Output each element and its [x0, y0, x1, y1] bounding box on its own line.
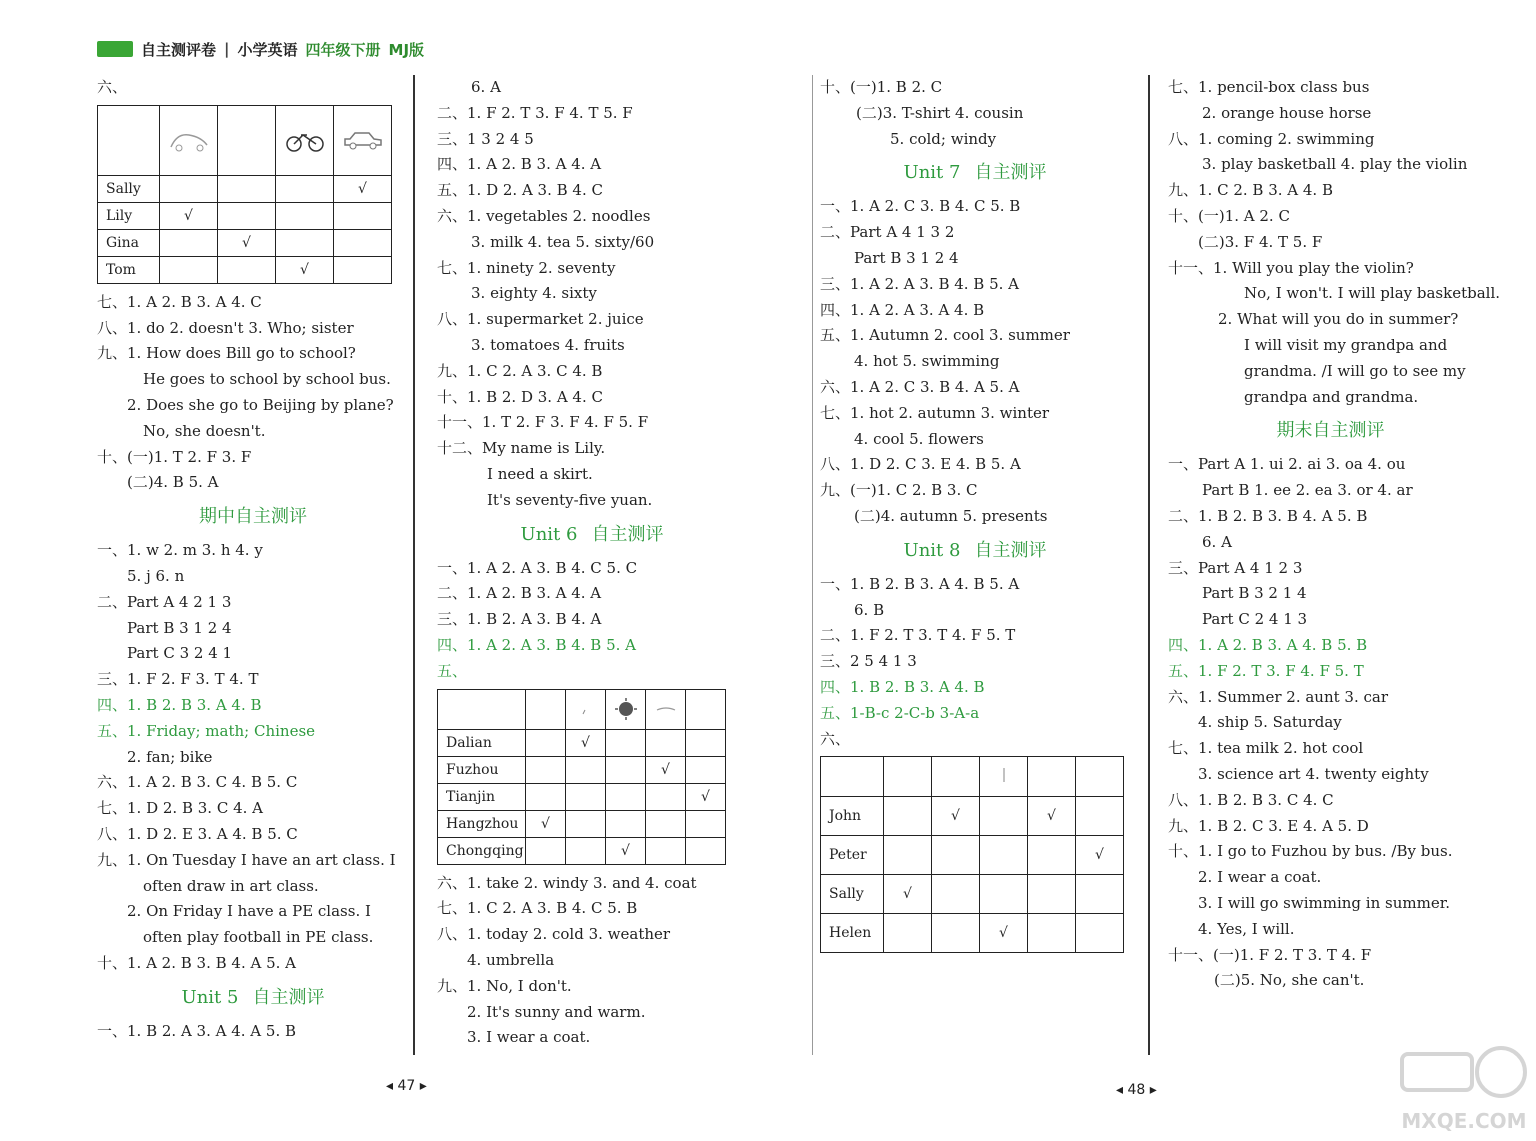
answer-line: Part B 3 2 1 4	[1202, 584, 1307, 603]
answer-line: 六、1. A 2. B 3. C 4. B 5. C	[97, 773, 298, 792]
answer-line: 5. cold; windy	[890, 129, 997, 148]
section-unit-title: 自主测评	[252, 986, 325, 1008]
answer-table-2	[437, 689, 726, 865]
picture-cell	[646, 689, 686, 729]
answer-line: 二、Part A 4 2 1 3	[97, 592, 232, 611]
answer-line: 一、1. B 2. A 3. A 4. A 5. B	[97, 1021, 297, 1040]
answer-line: 3. I will go swimming in summer.	[1198, 893, 1450, 912]
check-cell: √	[276, 256, 334, 283]
row-name-cell: Hangzhou	[438, 810, 526, 837]
check-cell	[1076, 797, 1124, 836]
picture-cell	[884, 757, 932, 797]
table-corner-cell	[821, 757, 884, 797]
row-name-cell: Lily	[98, 202, 160, 229]
row-name-cell: Fuzhou	[438, 756, 526, 783]
answer-line: 3. milk 4. tea 5. sixty/60	[471, 232, 655, 251]
section-unit-title: 自主测评	[591, 523, 664, 545]
answer-line: 3. science art 4. twenty eighty	[1198, 764, 1429, 783]
answer-line: 四、1. A 2. B 3. A 4. B 5. B	[1168, 635, 1368, 654]
answer-line: often draw in art class.	[143, 876, 319, 895]
answer-column-3	[820, 75, 1130, 959]
watermark-text: MXQE.COM	[1401, 1109, 1527, 1133]
row-name-cell: Sally	[821, 875, 884, 914]
check-cell	[606, 810, 646, 837]
check-cell	[686, 756, 726, 783]
answer-line: He goes to school by school bus.	[143, 370, 391, 389]
check-cell: √	[218, 229, 276, 256]
brand-logo	[97, 41, 133, 57]
answer-line: (二)3. F 4. T 5. F	[1198, 232, 1323, 251]
header-edition: MJ版	[388, 40, 425, 59]
answer-line: 4. ship 5. Saturday	[1198, 713, 1342, 732]
row-name-cell: Peter	[821, 836, 884, 875]
check-cell: √	[980, 914, 1028, 953]
answer-line: 一、1. A 2. C 3. B 4. C 5. B	[820, 197, 1021, 216]
check-cell	[884, 836, 932, 875]
picture-cell	[334, 105, 392, 175]
picture-cell	[1076, 757, 1124, 797]
check-cell	[980, 836, 1028, 875]
answer-line: 三、1 3 2 4 5	[437, 129, 534, 148]
table-row	[821, 797, 1124, 836]
check-cell: √	[334, 175, 392, 202]
answer-line: No, she doesn't.	[143, 421, 266, 440]
answer-line: 十一、1. T 2. F 3. F 4. F 5. F	[437, 413, 649, 432]
check-cell	[334, 256, 392, 283]
answer-line: 八、1. D 2. E 3. A 4. B 5. C	[97, 824, 298, 843]
section-unit-label: Unit 7	[903, 162, 961, 184]
answer-line: 2. It's sunny and warm.	[467, 1002, 646, 1021]
answer-line: 七、1. C 2. A 3. B 4. C 5. B	[437, 899, 638, 918]
answer-line: 三、2 5 4 1 3	[820, 652, 917, 671]
check-cell: √	[566, 729, 606, 756]
answer-line: 六、	[820, 729, 851, 748]
answer-line: 七、1. tea milk 2. hot cool	[1168, 739, 1364, 758]
answer-line: 十、1. B 2. D 3. A 4. C	[437, 387, 603, 406]
picture-cell	[686, 689, 726, 729]
table-row	[438, 756, 726, 783]
check-cell	[884, 797, 932, 836]
check-cell	[526, 756, 566, 783]
header-title: 自主测评卷	[141, 40, 217, 59]
answer-line: often play football in PE class.	[143, 928, 374, 947]
answer-column-2	[437, 75, 747, 1051]
answer-line: 八、1. supermarket 2. juice	[437, 310, 644, 329]
check-cell	[686, 729, 726, 756]
watermark-logo	[1398, 1040, 1530, 1136]
answer-line: 七、1. ninety 2. seventy	[437, 258, 616, 277]
answer-line: (二)4. autumn 5. presents	[854, 506, 1048, 525]
page-number-left: ◂ 47 ▸	[386, 1078, 427, 1094]
check-cell	[334, 202, 392, 229]
check-cell: √	[1076, 836, 1124, 875]
table-corner-cell	[98, 105, 160, 175]
answer-line: 2. On Friday I have a PE class. I	[127, 902, 371, 921]
answer-line: 3. I wear a coat.	[467, 1028, 591, 1047]
answer-line: 七、1. D 2. B 3. C 4. A	[97, 799, 263, 818]
page-gutter	[812, 75, 813, 1055]
check-cell: √	[686, 783, 726, 810]
answer-line: 十一、1. Will you play the violin?	[1168, 258, 1414, 277]
answer-line: 十、(一)1. A 2. C	[1168, 206, 1290, 225]
row-name-cell: Helen	[821, 914, 884, 953]
section-title-final: 期末自主测评	[1276, 420, 1385, 442]
toy-car-sketch-icon	[167, 127, 211, 153]
answer-line: Part C 3 2 4 1	[127, 644, 233, 663]
table-row	[438, 837, 726, 864]
answer-line: 6. A	[471, 78, 501, 96]
answer-line: grandma. /I will go to see my	[1244, 361, 1466, 380]
answer-line: 2. fan; bike	[127, 747, 213, 766]
table-row	[98, 202, 392, 229]
picture-cell	[606, 689, 646, 729]
answer-line: 五、1. D 2. A 3. B 4. C	[437, 181, 603, 200]
section-title-midterm: 期中自主测评	[199, 506, 307, 528]
column-divider	[413, 75, 415, 1055]
answer-line: 一、1. B 2. B 3. A 4. B 5. A	[820, 574, 1020, 593]
answer-line: grandpa and grandma.	[1244, 387, 1419, 406]
check-cell	[218, 202, 276, 229]
row-name-cell: Sally	[98, 175, 160, 202]
check-cell	[1076, 875, 1124, 914]
section-title-unit7	[820, 152, 1130, 194]
check-cell	[566, 810, 606, 837]
answer-line: 3. play basketball 4. play the violin	[1202, 155, 1468, 174]
answer-line: 四、1. A 2. B 3. A 4. A	[437, 155, 602, 174]
answer-line: 九、(一)1. C 2. B 3. C	[820, 481, 978, 500]
check-cell	[686, 837, 726, 864]
table-row	[821, 875, 1124, 914]
check-cell	[884, 914, 932, 953]
section-title-unit8	[820, 530, 1130, 572]
answer-line: 一、1. w 2. m 3. h 4. y	[97, 541, 263, 560]
section-title-unit6	[437, 514, 747, 556]
answer-line: 二、1. A 2. B 3. A 4. A	[437, 584, 602, 603]
check-cell	[646, 837, 686, 864]
picture-cell	[932, 757, 980, 797]
answer-line: 六、1. take 2. windy 3. and 4. coat	[437, 873, 697, 892]
check-cell	[646, 729, 686, 756]
table-row	[821, 836, 1124, 875]
answer-line: 八、1. today 2. cold 3. weather	[437, 925, 671, 944]
check-cell: √	[1028, 797, 1076, 836]
answer-line: 六、1. A 2. C 3. B 4. A 5. A	[820, 377, 1020, 396]
check-cell	[160, 256, 218, 283]
table-corner-cell	[438, 689, 526, 729]
check-cell	[276, 229, 334, 256]
picture-cell	[566, 689, 606, 729]
check-cell	[606, 756, 646, 783]
answer-line: 五、1-B-c 2-C-b 3-A-a	[820, 703, 980, 722]
answer-table-1	[97, 105, 392, 284]
answer-line: 三、1. B 2. A 3. B 4. A	[437, 610, 602, 629]
answer-line: 九、1. No, I don't.	[437, 976, 572, 995]
section-unit-title: 自主测评	[974, 539, 1047, 561]
row-name-cell: Tom	[98, 256, 160, 283]
check-cell	[606, 729, 646, 756]
answer-table-3	[820, 756, 1124, 953]
answer-line: 四、1. A 2. A 3. B 4. B 5. A	[437, 635, 637, 654]
check-cell	[1028, 914, 1076, 953]
answer-line: 一、Part A 1. ui 2. ai 3. oa 4. ou	[1168, 455, 1406, 474]
answer-line: 八、1. D 2. C 3. E 4. B 5. A	[820, 455, 1021, 474]
answer-line: 一、1. A 2. A 3. B 4. C 5. C	[437, 558, 638, 577]
picture-cell	[276, 105, 334, 175]
answer-line: 3. eighty 4. sixty	[471, 284, 597, 303]
answer-line: 二、1. F 2. T 3. T 4. F 5. T	[820, 626, 1016, 645]
check-cell	[526, 783, 566, 810]
check-cell	[1076, 914, 1124, 953]
table-row	[821, 914, 1124, 953]
page-header	[97, 38, 424, 60]
picture-cell	[160, 105, 218, 175]
answer-line: 2. What will you do in summer?	[1218, 310, 1459, 329]
check-cell	[160, 175, 218, 202]
header-separator: |	[224, 40, 230, 58]
answer-line: 4. Yes, I will.	[1198, 919, 1295, 938]
check-cell: √	[526, 810, 566, 837]
answer-line: 八、1. do 2. doesn't 3. Who; sister	[97, 318, 354, 337]
answer-line: 2. orange house horse	[1202, 103, 1372, 122]
answer-line: 十、(一)1. T 2. F 3. F	[97, 447, 252, 466]
check-cell	[526, 729, 566, 756]
answer-line: 四、1. B 2. B 3. A 4. B	[97, 695, 262, 714]
check-cell	[566, 756, 606, 783]
answer-line: 2. I wear a coat.	[1198, 868, 1322, 887]
answer-line: 4. umbrella	[467, 950, 555, 969]
row-name-cell: Tianjin	[438, 783, 526, 810]
table-row	[98, 256, 392, 283]
check-cell	[1028, 836, 1076, 875]
column-divider	[1148, 75, 1150, 1055]
check-cell	[160, 229, 218, 256]
answer-column-4	[1168, 75, 1501, 994]
check-cell	[218, 256, 276, 283]
table-row	[438, 810, 726, 837]
picture-cell	[980, 757, 1028, 797]
answer-line: 七、1. A 2. B 3. A 4. C	[97, 292, 262, 311]
answer-line: Part B 3 1 2 4	[127, 618, 232, 637]
answer-line: 八、1. coming 2. swimming	[1168, 129, 1375, 148]
answer-line: 七、1. hot 2. autumn 3. winter	[820, 403, 1050, 422]
table-header-row	[438, 689, 726, 729]
section-unit-label: Unit 8	[903, 539, 961, 561]
answer-line: 十、1. A 2. B 3. B 4. A 5. A	[97, 953, 297, 972]
answer-line: (二)4. B 5. A	[127, 473, 219, 492]
car-icon	[341, 127, 385, 153]
answer-line: 4. cool 5. flowers	[854, 429, 984, 448]
answer-line: 七、1. pencil-box class bus	[1168, 78, 1370, 96]
check-cell	[646, 783, 686, 810]
picture-cell	[526, 689, 566, 729]
answer-line: 三、Part A 4 1 2 3	[1168, 558, 1303, 577]
section-unit-title: 自主测评	[974, 162, 1047, 184]
answer-line: 九、1. On Tuesday I have an art class. I	[97, 850, 396, 869]
check-cell	[566, 837, 606, 864]
check-cell: √	[606, 837, 646, 864]
answer-line: 二、Part A 4 1 3 2	[820, 223, 955, 242]
answer-line: It's seventy-five yuan.	[487, 490, 653, 509]
header-grade: 四年级下册	[305, 40, 381, 59]
bicycle-icon	[283, 127, 327, 153]
row-name-cell: Chongqing	[438, 837, 526, 864]
figure-sketch-icon	[989, 764, 1019, 790]
answer-line: 六、1. Summer 2. aunt 3. car	[1168, 687, 1389, 706]
check-cell	[932, 836, 980, 875]
table-header-row	[98, 105, 392, 175]
table-row	[98, 229, 392, 256]
table-header-row	[821, 757, 1124, 797]
answer-line: 三、1. F 2. F 3. T 4. T	[97, 670, 259, 689]
answer-line: 十一、(一)1. F 2. T 3. T 4. F	[1168, 945, 1372, 964]
row-name-cell: John	[821, 797, 884, 836]
check-cell	[276, 175, 334, 202]
answer-line: 十二、My name is Lily.	[437, 439, 606, 458]
answer-line: 四、1. A 2. A 3. A 4. B	[820, 300, 985, 319]
check-cell	[1028, 875, 1076, 914]
answer-line: 六、1. vegetables 2. noodles	[437, 206, 651, 225]
answer-line: 二、1. F 2. T 3. F 4. T 5. F	[437, 103, 633, 122]
answer-line: 五、1. Friday; math; Chinese	[97, 721, 316, 740]
header-subject: 小学英语	[237, 40, 298, 59]
answer-line: 6. A	[1202, 532, 1232, 551]
check-cell	[526, 837, 566, 864]
check-cell	[980, 797, 1028, 836]
answer-line: Part B 3 1 2 4	[854, 248, 959, 267]
row-name-cell: Dalian	[438, 729, 526, 756]
table-row	[98, 175, 392, 202]
answer-line: 4. hot 5. swimming	[854, 352, 1000, 371]
answer-line: (二)3. T-shirt 4. cousin	[856, 103, 1024, 122]
check-cell	[646, 810, 686, 837]
answer-line: 2. Does she go to Beijing by plane?	[127, 395, 394, 414]
picture-cell	[1028, 757, 1076, 797]
answer-line: I need a skirt.	[487, 464, 593, 483]
picture-cell	[218, 105, 276, 175]
answer-line: 四、1. B 2. B 3. A 4. B	[820, 677, 985, 696]
check-cell	[218, 175, 276, 202]
question-label: 六、	[97, 78, 128, 96]
check-cell	[566, 783, 606, 810]
answer-line: No, I won't. I will play basketball.	[1244, 284, 1501, 303]
answer-line: 3. tomatoes 4. fruits	[471, 335, 625, 354]
page-number-right: ◂ 48 ▸	[1116, 1082, 1157, 1098]
answer-line: 九、1. C 2. B 3. A 4. B	[1168, 181, 1333, 200]
answer-line: I will visit my grandpa and	[1244, 335, 1448, 354]
answer-line: Part C 2 4 1 3	[1202, 610, 1308, 629]
answer-line: 五、	[437, 661, 468, 680]
check-cell	[334, 229, 392, 256]
check-cell: √	[932, 797, 980, 836]
answer-line: 二、1. B 2. B 3. B 4. A 5. B	[1168, 506, 1368, 525]
answer-line: 十、(一)1. B 2. C	[820, 78, 943, 96]
sun-icon	[611, 696, 641, 722]
answer-line: 6. B	[854, 600, 885, 619]
check-cell: √	[884, 875, 932, 914]
answer-line: 十、1. I go to Fuzhou by bus. /By bus.	[1168, 842, 1453, 861]
answer-line: 九、1. B 2. C 3. E 4. A 5. D	[1168, 816, 1369, 835]
answer-line: (二)5. No, she can't.	[1214, 971, 1365, 990]
section-unit-label: Unit 5	[181, 986, 239, 1008]
answer-line: 九、1. C 2. A 3. C 4. B	[437, 361, 603, 380]
check-cell	[276, 202, 334, 229]
check-cell	[932, 875, 980, 914]
table-row	[438, 783, 726, 810]
section-unit-label: Unit 6	[520, 523, 578, 545]
check-cell: √	[646, 756, 686, 783]
check-cell: √	[160, 202, 218, 229]
answer-line: 五、1. F 2. T 3. F 4. F 5. T	[1168, 661, 1364, 680]
table-row	[438, 729, 726, 756]
answer-line: 九、1. How does Bill go to school?	[97, 344, 356, 363]
check-cell	[686, 810, 726, 837]
check-cell	[932, 914, 980, 953]
answer-line: 三、1. A 2. A 3. B 4. B 5. A	[820, 274, 1020, 293]
check-cell	[980, 875, 1028, 914]
check-cell	[606, 783, 646, 810]
answer-line: 八、1. B 2. B 3. C 4. C	[1168, 790, 1334, 809]
section-title-unit5	[97, 977, 409, 1019]
wind-icon	[651, 696, 681, 722]
row-name-cell: Gina	[98, 229, 160, 256]
rain-icon	[571, 696, 601, 722]
answer-line: Part B 1. ee 2. ea 3. or 4. ar	[1202, 481, 1413, 500]
answer-column-1	[97, 75, 409, 1045]
answer-line: 5. j 6. n	[127, 566, 185, 585]
answer-line: 五、1. Autumn 2. cool 3. summer	[820, 326, 1070, 345]
